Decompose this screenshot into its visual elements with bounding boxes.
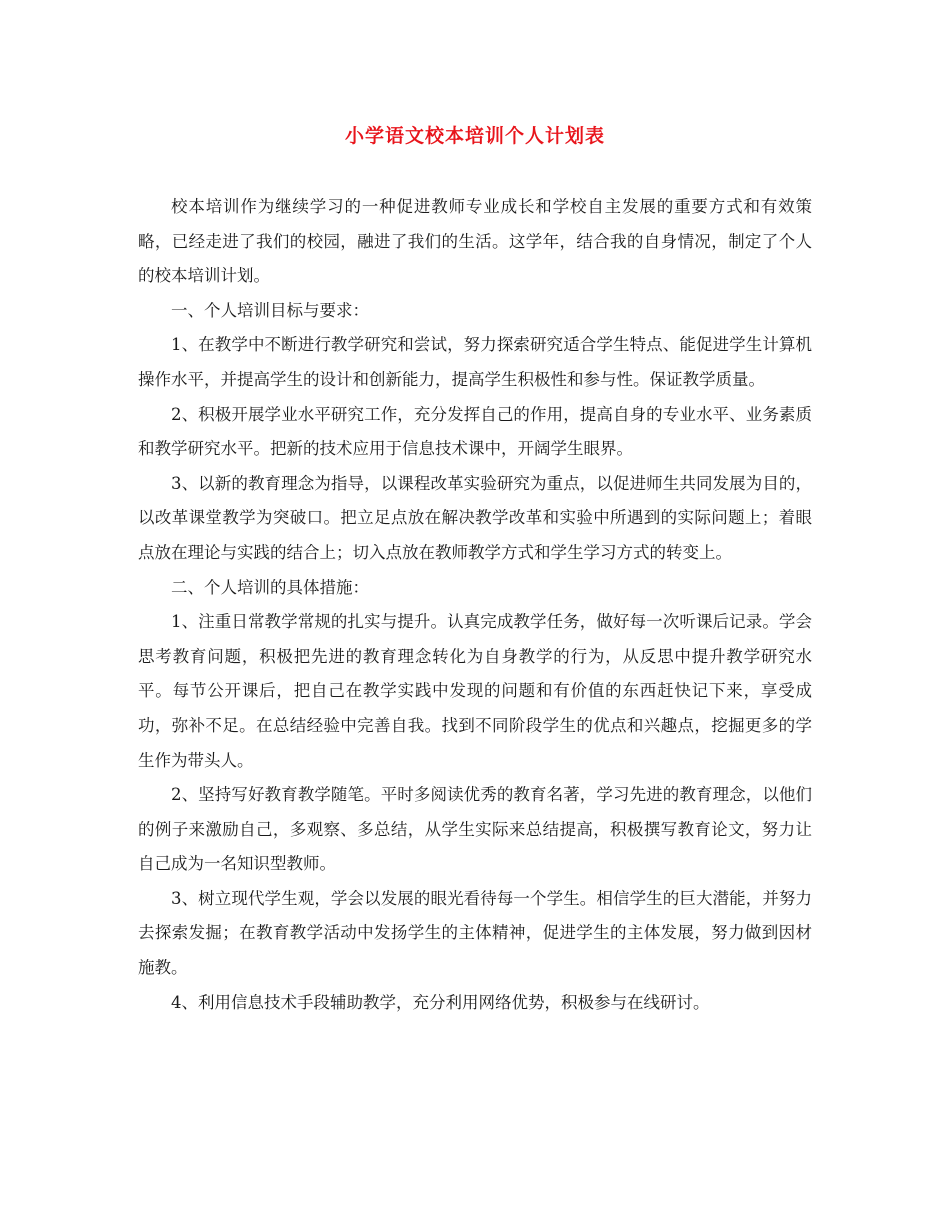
paragraph-measure-1: 1、注重日常教学常规的扎实与提升。认真完成教学任务，做好每一次听课后记录。学会思考教育问题，积极把先进的教育理念转化为自身教学的行为，从反思中提升教学研究水平。每节公开课后，把自己在教学实践中发现的问题和有价值的东西赶快记下来，享受成功，弥补不足。在总结经验中完善自我。找到不同阶段学生的优点和兴趣点，挖掘更多的学生作为带头人。 — [138, 612, 812, 770]
document-body — [138, 190, 812, 1020]
section-heading-goals: 一、个人培训目标与要求： — [171, 300, 369, 320]
paragraph-goal-3: 3、以新的教育理念为指导，以课程改革实验研究为重点，以促进师生共同发展为目的，以改革课堂教学为突破口。把立足点放在解决教学改革和实验中所遇到的实际问题上；着眼点放在理论与实践的结合上；切入点放在教师教学方式和学生学习方式的转变上。 — [138, 473, 812, 562]
paragraph-measure-2: 2、坚持写好教育教学随笔。平时多阅读优秀的教育名著，学习先进的教育理念，以他们的例子来激励自己，多观察、多总结，从学生实际来总结提高，积极撰写教育论文，努力让自己成为一名知识型教师。 — [138, 785, 812, 874]
paragraph-measure-3: 3、树立现代学生观，学会以发展的眼光看待每一个学生。相信学生的巨大潜能，并努力去探索发掘；在教育教学活动中发扬学生的主体精神，促进学生的主体发展，努力做到因材施教。 — [138, 888, 812, 978]
section-heading-measures: 二、个人培训的具体措施： — [171, 577, 369, 597]
paragraph-measure-4: 4、利用信息技术手段辅助教学，充分利用网络优势，积极参与在线研讨。 — [171, 992, 710, 1012]
paragraph-intro: 校本培训作为继续学习的一种促进教师专业成长和学校自主发展的重要方式和有效策略，已经走进了我们的校园，融进了我们的生活。这学年，结合我的自身情况，制定了个人的校本培训计划。 — [138, 197, 812, 286]
paragraph-goal-1: 1、在教学中不断进行教学研究和尝试，努力探索研究适合学生特点、能促进学生计算机操作水平，并提高学生的设计和创新能力，提高学生积极性和参与性。保证教学质量。 — [138, 335, 812, 389]
document-title: 小学语文校本培训个人计划表 — [344, 125, 605, 147]
paragraph-goal-2: 2、积极开展学业水平研究工作，充分发挥自己的作用，提高自身的专业水平、业务素质和教学研究水平。把新的技术应用于信息技术课中，开阔学生眼界。 — [138, 404, 812, 459]
